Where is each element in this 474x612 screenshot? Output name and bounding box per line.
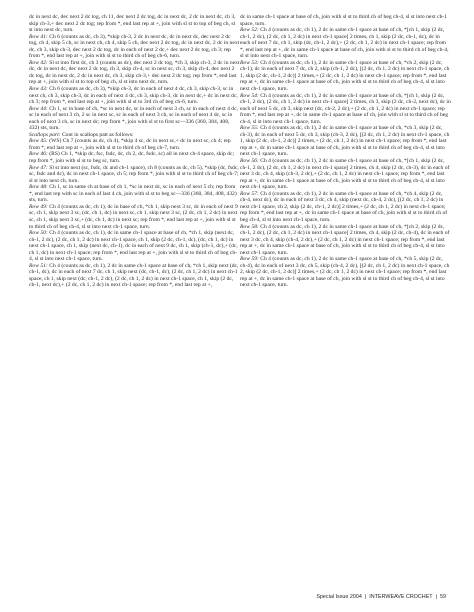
row-label: Row 57: [240,190,259,197]
instruction-paragraph [240,125,451,158]
footer-magazine: INTERWEAVE CROCHET [369,594,433,600]
instruction-paragraph [29,60,240,86]
instruction-paragraph [29,106,240,132]
instruction-text: Ch 4 (counts as dc, ch 1), 2 dc in same ch-1 space at base of ch, *ch 1, skip next (dc, ch-1, dc), dc in each of next 7 dc, ch 1, skip next (dc, ch-1, dc), (2 dc, ch 1, 2 dc) in next ch-1 space, ch 1, skip next (dc, ch-1, 2 dc), (2 dc, ch 1, 2 dc) in next ch-1 space, ch 1, skip (2 dc, ch-1, next dc),+ (2 dc, ch 1, 2 dc) in next ch-1 space; rep from *, end last rep at +, [29,262,239,289]
row-label: Scallops part: [29,131,61,138]
page-number: 59 [440,594,446,600]
row-label: Row 50: [29,230,48,237]
instruction-paragraph [29,184,240,204]
instruction-text: Ch 4 (counts as dc, ch 1), dc in same ch-1 space at base of ch, *ch 1, skip (next dc, ch-1, 2 dc), (2 dc, ch 1, 2 dc) in next ch-1 space, ch 1, skip (2 dc, ch-1, dc), (dc, ch 1, dc) in next ch-1 space, ch 1, skip (next dc, ch-1), dc in each of next 9 dc, ch 1, skip (ch-1, dc),+ (dc, ch 1, dc) in next ch-1 space; rep from *, end last rep at +, join with sl st to third ch of beg ch-4, sl st into next ch-1 space, turn. [29,230,238,263]
row-label: Row 52: [240,27,259,34]
instruction-text: Ch 4 (counts as dc, ch 1), 2 dc in same ch-1 space at base of ch, *[ch 1, skip (2 dc, ch-1, 2 dc), (2 dc, ch 1, 2 dc) in next ch-1 space] 2 times, ch 4, skip (2 dc, ch-3), dc in each of next 3 dc, ch 4, skip (ch-3, 2 dc),+ (2 dc, ch 1, 2 dc) in next ch-1 space; rep from *, end last rep at +, dc in same ch-1 space at base of ch, join with sl st to third ch of beg ch-4, sl st into next ch-1 space, turn. [240,158,450,191]
right-column [240,14,451,289]
row-label: Row 51: [29,262,48,269]
instruction-text: Ch 4 (counts as dc, ch 1), 2 dc in same ch-1 space at base of ch, *ch 4, skip (2 dc, ch-4, next dc), dc in each of next 3 dc, ch 4, skip (next dc, ch-4, 2 dc), [(2 dc, ch 1, 2 dc) in next ch-1 space, ch 2, skip (2 dc, ch-1, 2 dc)] 2 times,+ (2 dc, ch 1, 2 dc) in next ch-1 space; rep from *, end last rep at +, dc in same ch-1 space at base of ch, join with sl st to third ch of beg ch-4, sl st into next ch-1 space, turn. [240,190,448,223]
row-label: Row 44: [29,105,48,112]
row-label: Row 48: [29,184,48,191]
instruction-paragraph [240,93,451,126]
instruction-paragraph [29,138,240,151]
row-label: Row 58: [240,223,259,230]
instruction-paragraph [240,60,451,93]
instruction-paragraph [240,224,451,257]
instruction-text: Ch 4 (counts as dc, ch 1), 2 dc in same ch-1 space at base of ch, *ch 2, skip (2 dc, ch-1), dc in each of next 7 dc, ch 2, skip (ch-1, 2 dc), [(2 dc, ch 1, 2 dc) in next ch-1 space, ch 1, skip (2 dc, ch-1, 2 dc)] 2 times,+ (2 dc, ch 1, 2 dc) in next ch-1 space; rep from *, end last rep at +, dc in same ch-1 space at base of ch, join with sl st to third ch of beg ch-4, sl st into next ch-1 space, turn. [240,59,450,93]
instruction-paragraph [29,204,240,230]
instruction-text: Cont in scallops patt as follows: [61,131,134,138]
instruction-text: (WS) Ch 7 (counts as dc, ch 4), *skip 4 sc, dc in next sc,+ dc in next sc, ch 4; rep from *, end last rep at +, join with sl st to third ch of beg ch-7, turn. [29,138,231,151]
row-label: Row 47: [29,164,48,171]
row-label: Row 42: [29,59,48,66]
footer-issue: Special Issue 2004 [316,594,362,600]
instruction-paragraph [240,27,451,60]
instruction-text: Ch 1, sc in base of ch, *sc in next dc, sc in each of next 3 ch, sc in each of next 4 dc, sc in each of next 3 ch, 2 sc in next sc, sc in each of next 3 ch, sc in each of next 4 dc, sc in each of next 3 ch, sc in next dc; rep from *, join with sl st to first sc—336 (360, 384, 408, 432) sts, turn. [29,105,238,132]
left-column [29,14,240,289]
instruction-paragraph [29,14,240,34]
instruction-text: Ch 6 (counts as dc, ch 3), *skip ch-3, dc in each of next 4 dc, ch 3, skip ch-3, sc in next ch, ch 3, skip ch-3, dc in each of next 4 dc, ch 3, skip ch-3, dc in next dc,+ dc in next dc, ch 3; rep from *, end last rep at +, join with sl st to 3rd ch of beg ch-6, turn. [29,86,238,106]
instruction-text: (RS) Ch 1, *skip dc, fsc, fsdc, dc, ch 2, dc, fsdc, sc) all in next ch-4 space, skip dc; rep from *, join with sl st to beg sc, turn. [29,151,235,165]
row-label: Row 45: [29,138,48,145]
row-label: Row 41: [29,33,48,40]
instruction-text: Ch 4 (counts as dc, ch 1), 2 dc in same ch-1 space at base of ch, *[ch 2, skip (2 dc, ch-1, 2 dc), (2 dc, ch 1, 2 dc) in next ch-1 space] 2 times, ch 4, skip (2 dc, ch-4), dc in each of next 3 dc, ch 4, skip (ch-4, 2 dc),+ (2 dc, ch 1, 2 dc) in next ch-1 space; rep from *, end last rep at +, dc in same ch-1 space at base of ch, join with sl st to third ch of beg ch-4, sl st into next ch-1 space, turn. [240,223,450,256]
instruction-text: dc in next dc, dec next 2 dc tog, ch 11, dec next 2 dc tog, dc in next dc, 2 dc in next dc, ch 3, skip ch-3,+ dec next 2 dc tog; rep from *, end last rep at +, join with sl st to top of beg ch, sl st into next dc, turn. [29,14,236,34]
row-label: Row 53: [240,59,259,66]
instruction-paragraph [29,230,240,263]
row-label: Row 55: [240,125,259,132]
instruction-text: Ch 4 (counts as dc, ch 1), 2 dc in same ch-1 space at base of ch, *ch 5, skip (2 dc, ch-4), dc in each of next 3 dc, ch 5, skip (ch-4, 2 dc), [(2 dc, ch 1, 2 dc) in next ch-1 space, ch 2, skip (2 dc, ch-1, 2 dc)] 2 times,+ (2 dc, ch 1, 2 dc) in next ch-1 space; rep from *, end last rep at +, dc in same ch-1 space at base of ch, join with sl st to third ch of beg ch-4, sl st into next ch-1 space, turn. [240,256,450,289]
instruction-text: dc in same ch-1 space at base of ch, join with sl st to third ch of beg ch-4, sl st into next ch-1 space, turn. [240,14,448,27]
instruction-paragraph [29,151,240,164]
row-label: Row 43: [29,86,48,93]
instruction-paragraph [240,256,451,289]
row-label: Row 46: [29,151,48,158]
row-label: Row 56: [240,158,259,165]
instruction-paragraph [29,263,240,289]
page-footer [316,594,446,600]
instruction-paragraph [240,191,451,224]
row-label: Row 54: [240,92,259,99]
instruction-text: Sl st into first dc, ch 3 (counts as dc), dec next 2 dc tog, *ch 3, skip ch-3, 2 dc in next dc, dc in next dc, dec next 2 dc tog, ch 3, skip ch-4, sc in next sc, ch 3, skip ch-4, dec next 2 dc tog, dc in next dc, 2 dc in next dc, ch 3, skip ch-3,+ dec next 2 dc tog; rep from *, end last rep at +, join with sl st to top of beg ch, sl st into next dc, turn. [29,59,240,86]
instruction-text: Ch 4 (counts as dc, ch 1), dc in base of ch, *ch 1, skip next 3 sc, dc in each of next 9 sc, ch 1, skip next 3 sc, (dc, ch 1, dc) in next sc, ch 1, skip next 3 sc, (2 dc, ch 1, 2 dc) in next sc, ch 1, skip next 3 sc,+ (dc, ch 1, dc) in next sc; rep from *, end last rep at +, join with sl st to third ch of beg ch-4, sl st into next ch-1 space, turn. [29,203,238,230]
instruction-text: Ch 6 (counts as dc, ch 3), *skip ch-3, 2 dc in next dc, dc in next dc, dec next 2 dc tog, ch 4, skip 5 ch, sc in next ch, ch 4, skip 5 ch, dec next 2 dc tog, dc in next dc, 2 dc in next dc, ch 3, skip ch-3, dec next 2 dc tog, dc in each of next 2 dc,+ dec next 2 dc tog, ch 3; rep from *, end last rep at +, join with sl st to third ch of beg ch-6, turn. [29,33,240,60]
instruction-paragraph [29,86,240,106]
row-label: Row 59: [240,256,259,263]
instruction-text: Ch 4 (counts as dc, ch 1), 2 dc in same ch-1 space at base of ch, *ch 3, skip (2 dc, ch-3), dc in each of next 5 dc, ch 3, skip (ch-3, 2 dc), [(2 dc, ch 1, 2 dc) in next ch-1 space, ch 1, skip (2 dc, ch-1, 2 dc)] 2 times,+ (2 dc, ch 1, 2 dc) in next ch-1 space; rep from *, end last rep at +, dc in same ch-1 space at base of ch, join with sl st to third ch of beg ch-4, sl st into next ch-1 space, turn. [240,125,450,158]
instruction-paragraph [29,34,240,60]
footer-separator: | [435,594,437,600]
instruction-paragraph [240,158,451,191]
instruction-text: Ch 1, sc in same ch at base of ch 1, *sc in next dc, sc in each of next 5 ch; rep from *, end last rep with sc in each of last 4 ch, join with sl st to beg sc—336 (360, 384, 408, 432) sts, turn. [29,184,237,204]
instruction-paragraph [29,165,240,185]
instruction-text: Ch 4 (counts as dc, ch 1), 2 dc in same ch-1 space at base of ch, *[ch 1, skip (2 dc, ch-1, 2 dc), (2 dc, ch 1, 2 dc) in next ch-1 space] 2 times, ch 3, skip (2 dc, ch-2, next dc), dc in each of next 5 dc, ch 3, skip next (dc, ch-2, 2 dc),+ (2 dc, ch 1, 2 dc) in next ch-1 space; rep from *, end last rep at +, dc in same ch-1 space at base of ch, join with sl st to third ch of beg ch-4, sl st into next ch-1 space, turn. [240,92,451,125]
footer-separator: | [364,594,367,600]
instruction-paragraph [240,14,451,27]
row-label: Row 49: [29,203,48,210]
instruction-text: Sl st into next (sc, fsdc, dc and ch-1 space), ch 8 (counts as dc, ch 5), *skip (dc, fsdc, sc, fsdc and dc), dc in next ch-1 space, ch 5; rep from *, join with sl st to third ch of beg ch-7; sl st into next ch, turn. [29,164,239,184]
instruction-text: Ch 4 (counts as dc, ch 1), 2 dc in same ch-1 space at base of ch, *[ch 1, skip (2 dc, ch-1, 2 dc), (2 dc, ch 1, 2 dc) in next ch-1 space] 2 times, ch 1, skip (2 dc, ch-1, dc), dc in each of next 7 dc, ch 1, skip (dc, ch-1, 2 dc),+ (2 dc, ch 1, 2 dc) in next ch-1 space; rep from *, end last rep at +, dc in same ch-1 space at base of ch, join with sl st to third ch of beg ch-4, sl st into next ch-1 space, turn. [240,27,449,60]
